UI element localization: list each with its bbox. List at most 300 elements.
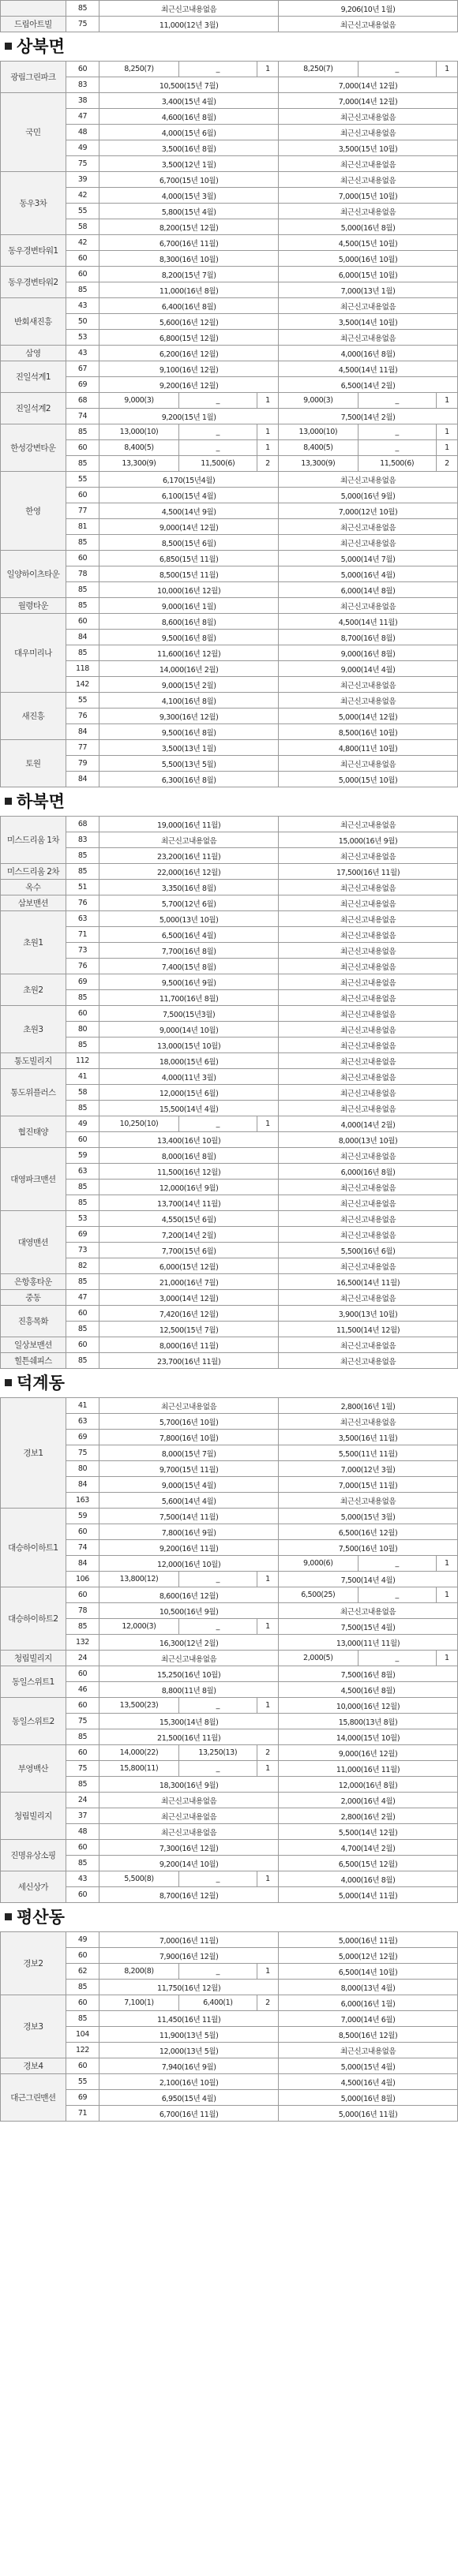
prev-value-cell: 5,700(16년 10월) <box>99 1414 279 1430</box>
area-cell: 62 <box>66 1964 99 1980</box>
curr-value-cell: 2,800(16년 2월) <box>279 1808 458 1824</box>
area-cell: 85 <box>66 598 99 614</box>
complex-name-cell: 대영맨션 <box>1 1211 66 1274</box>
complex-name-cell: 대영파크맨션 <box>1 1148 66 1211</box>
curr-value-cell: 4,500(14년 11월) <box>279 614 458 630</box>
area-cell: 85 <box>66 1322 99 1337</box>
area-cell: 85 <box>66 1038 99 1053</box>
table-row <box>1 1398 458 1414</box>
curr-value-cell: 3,500(15년 10월) <box>279 140 458 156</box>
table-row <box>1 974 458 990</box>
area-cell: 75 <box>66 1445 99 1461</box>
prev-value-cell: 3,500(16년 8월) <box>99 140 279 156</box>
prev-value-cell: 10,500(15년 7월) <box>99 77 279 93</box>
table-row <box>1 1793 458 1808</box>
prev-value-cell: 9,100(16년 12월) <box>99 361 279 377</box>
section-title-text: 덕계동 <box>17 1374 65 1393</box>
curr-value-cell: 최근신고내용없음 <box>279 1148 458 1164</box>
prev-value-cell: 23,700(16년 11월) <box>99 1353 279 1369</box>
area-cell: 77 <box>66 503 99 519</box>
prev-value-cell: 7,700(15년 6월) <box>99 1243 279 1258</box>
curr-value-cell: 최근신고내용없음 <box>279 1069 458 1085</box>
curr-value-cell: 9,000(14년 4월) <box>279 661 458 677</box>
curr-value-cell: 최근신고내용없음 <box>279 156 458 172</box>
prev-value-cell: 19,000(16년 11월) <box>99 817 279 832</box>
prev-value-cell: 10,000(16년 12월) <box>99 582 279 598</box>
table-row <box>1 140 458 156</box>
table-row <box>1 1682 458 1698</box>
area-cell: 60 <box>66 551 99 566</box>
curr-value-cell: 13,000(11년 11월) <box>279 1635 458 1651</box>
area-cell: 80 <box>66 1461 99 1477</box>
table-row <box>1 503 458 519</box>
area-cell: 84 <box>66 1477 99 1493</box>
table-row <box>1 1322 458 1337</box>
prev-value-cell: 11,500(16년 12월) <box>99 1164 279 1180</box>
complex-name-cell: 대승하이하트2 <box>1 1587 66 1651</box>
prev-value-cell: 8,000(15년 7월) <box>99 1445 279 1461</box>
complex-name-cell: 대우미리나 <box>1 614 66 693</box>
curr-value-cell: 5,000(15년 3월) <box>279 1509 458 1524</box>
complex-name-cell: 동일스위트2 <box>1 1698 66 1745</box>
prev-low-cell: _ <box>178 1116 257 1132</box>
area-cell: 71 <box>66 2106 99 2122</box>
prev-high-cell: 5,500(8) <box>99 1871 178 1887</box>
prev-high-cell: 12,000(3) <box>99 1619 178 1635</box>
price-table <box>0 1397 458 1903</box>
area-cell: 85 <box>66 864 99 880</box>
prev-low-cell: _ <box>178 1871 257 1887</box>
area-cell: 81 <box>66 519 99 535</box>
table-row <box>1 1856 458 1871</box>
prev-high-cell: 13,800(12) <box>99 1572 178 1587</box>
table-row <box>1 1306 458 1322</box>
curr-value-cell: 최근신고내용없음 <box>279 535 458 551</box>
prev-low-cell: _ <box>178 393 257 409</box>
complex-name-cell: 드림아트빌 <box>1 17 66 32</box>
curr-value-cell: 8,000(13년 10월) <box>279 1132 458 1148</box>
complex-name-cell: 옥수 <box>1 880 66 895</box>
prev-value-cell: 12,000(13년 5월) <box>99 2043 279 2058</box>
prev-value-cell: 9,000(15년 2월) <box>99 677 279 693</box>
table-row <box>1 298 458 314</box>
area-cell: 69 <box>66 2090 99 2106</box>
area-cell: 104 <box>66 2027 99 2043</box>
curr-value-cell: 최근신고내용없음 <box>279 1353 458 1369</box>
table-row <box>1 251 458 267</box>
area-cell: 60 <box>66 1840 99 1856</box>
area-cell: 60 <box>66 1337 99 1353</box>
curr-high-cell: 2,000(5) <box>279 1651 358 1666</box>
table-row <box>1 361 458 377</box>
prev-value-cell: 7,940(16년 9월) <box>99 2058 279 2074</box>
table-row <box>1 2011 458 2027</box>
area-cell: 79 <box>66 756 99 772</box>
curr-low-cell: _ <box>358 440 436 456</box>
prev-value-cell: 8,000(16년 11월) <box>99 1337 279 1353</box>
prev-value-cell: 8,000(16년 8월) <box>99 1148 279 1164</box>
area-cell: 78 <box>66 566 99 582</box>
table-row <box>1 551 458 566</box>
curr-count-cell: 1 <box>436 1587 457 1603</box>
curr-value-cell: 6,000(16년 8월) <box>279 1164 458 1180</box>
table-row <box>1 1871 458 1887</box>
prev-value-cell: 6,200(16년 12월) <box>99 346 279 361</box>
table-row <box>1 677 458 693</box>
prev-value-cell: 15,300(14년 8월) <box>99 1714 279 1729</box>
table-row <box>1 1430 458 1445</box>
area-cell: 63 <box>66 1164 99 1180</box>
prev-value-cell: 9,500(16년 9월) <box>99 974 279 990</box>
area-cell: 60 <box>66 1132 99 1148</box>
table-row <box>1 1761 458 1777</box>
curr-high-cell: 8,250(7) <box>279 62 358 77</box>
area-cell: 84 <box>66 630 99 645</box>
prev-value-cell: 9,300(16년 12월) <box>99 708 279 724</box>
table-row <box>1 1180 458 1195</box>
table-row <box>1 832 458 848</box>
curr-value-cell: 최근신고내용없음 <box>279 1603 458 1619</box>
table-row <box>1 598 458 614</box>
prev-value-cell: 9,500(16년 8월) <box>99 630 279 645</box>
area-cell: 63 <box>66 911 99 927</box>
table-row <box>1 1353 458 1369</box>
complex-name-cell: 진흥목화 <box>1 1306 66 1337</box>
prev-count-cell: 1 <box>257 393 278 409</box>
prev-value-cell: 21,000(16년 7월) <box>99 1274 279 1290</box>
complex-name-cell: 통도위플러스 <box>1 1069 66 1116</box>
complex-name-cell: 새진흥 <box>1 693 66 740</box>
prev-value-cell: 13,700(14년 11월) <box>99 1195 279 1211</box>
area-cell: 58 <box>66 219 99 235</box>
table-row <box>1 2043 458 2058</box>
table-row <box>1 172 458 188</box>
area-cell: 82 <box>66 1258 99 1274</box>
curr-value-cell: 최근신고내용없음 <box>279 911 458 927</box>
table-row <box>1 614 458 630</box>
area-cell: 85 <box>66 535 99 551</box>
table-row <box>1 346 458 361</box>
area-cell: 41 <box>66 1398 99 1414</box>
area-cell: 84 <box>66 1556 99 1572</box>
prev-high-cell: 8,250(7) <box>99 62 178 77</box>
prev-value-cell: 2,100(16년 10월) <box>99 2074 279 2090</box>
area-cell: 106 <box>66 1572 99 1587</box>
table-row <box>1 1274 458 1290</box>
table-row <box>1 1337 458 1353</box>
prev-value-cell: 15,500(14년 4월) <box>99 1101 279 1116</box>
area-cell: 83 <box>66 77 99 93</box>
curr-value-cell: 5,500(11년 11월) <box>279 1445 458 1461</box>
table-row <box>1 1509 458 1524</box>
area-cell: 42 <box>66 188 99 204</box>
area-cell: 24 <box>66 1793 99 1808</box>
complex-name-cell: 경보1 <box>1 1398 66 1509</box>
curr-value-cell: 최근신고내용없음 <box>279 974 458 990</box>
complex-name-cell: 한성강변타운 <box>1 424 66 472</box>
area-cell: 39 <box>66 172 99 188</box>
curr-value-cell: 최근신고내용없음 <box>279 693 458 708</box>
table-row <box>1 93 458 109</box>
area-cell: 60 <box>66 1948 99 1964</box>
prev-value-cell: 5,600(14년 4월) <box>99 1493 279 1509</box>
area-cell: 85 <box>66 1180 99 1195</box>
curr-value-cell: 5,000(14년 12월) <box>279 708 458 724</box>
complex-name-cell: 진일석계2 <box>1 393 66 424</box>
area-cell: 24 <box>66 1651 99 1666</box>
curr-value-cell: 5,000(16년 11월) <box>279 2106 458 2122</box>
curr-value-cell: 최근신고내용없음 <box>279 1227 458 1243</box>
curr-high-cell: 8,400(5) <box>279 440 358 456</box>
prev-value-cell: 9,000(15년 4월) <box>99 1477 279 1493</box>
table-row <box>1 409 458 424</box>
prev-value-cell: 6,170(15년4월) <box>99 472 279 488</box>
complex-name-cell: 초원1 <box>1 911 66 974</box>
table-row <box>1 1808 458 1824</box>
prev-value-cell: 7,800(16년 9월) <box>99 1524 279 1540</box>
table-row <box>1 1085 458 1101</box>
bullet-square-icon <box>5 798 12 805</box>
prev-value-cell: 7,400(15년 8월) <box>99 959 279 974</box>
area-cell: 84 <box>66 724 99 740</box>
curr-value-cell: 3,900(13년 10월) <box>279 1306 458 1322</box>
curr-value-cell: 7,000(12년 3월) <box>279 1461 458 1477</box>
area-cell: 67 <box>66 361 99 377</box>
curr-value-cell: 최근신고내용없음 <box>279 927 458 943</box>
table-row <box>1 990 458 1006</box>
curr-count-cell: 2 <box>436 456 457 472</box>
curr-high-cell: 9,000(6) <box>279 1556 358 1572</box>
prev-low-cell: 6,400(1) <box>178 1995 257 2011</box>
table-row <box>1 1777 458 1793</box>
area-cell: 85 <box>66 1101 99 1116</box>
table-row <box>1 1964 458 1980</box>
curr-value-cell: 5,000(14년 11월) <box>279 1887 458 1903</box>
area-cell: 60 <box>66 1698 99 1714</box>
curr-value-cell: 최근신고내용없음 <box>279 959 458 974</box>
table-row <box>1 1101 458 1116</box>
table-row <box>1 1651 458 1666</box>
area-cell: 85 <box>66 282 99 298</box>
complex-name-cell: 미스드리움 1차 <box>1 817 66 864</box>
section-title-text: 평산동 <box>17 1908 65 1927</box>
area-cell: 60 <box>66 1995 99 2011</box>
curr-count-cell: 1 <box>436 440 457 456</box>
table-row <box>1 282 458 298</box>
area-cell: 85 <box>66 1274 99 1290</box>
curr-value-cell: 7,000(14년 12월) <box>279 93 458 109</box>
prev-value-cell: 최근신고내용없음 <box>99 1398 279 1414</box>
prev-value-cell: 14,000(16년 2월) <box>99 661 279 677</box>
curr-value-cell: 7,500(15년 4월) <box>279 1619 458 1635</box>
complex-name-cell: 대승하이하트1 <box>1 1509 66 1587</box>
area-cell: 69 <box>66 1430 99 1445</box>
curr-value-cell: 최근신고내용없음 <box>279 990 458 1006</box>
prev-value-cell: 7,900(16년 12월) <box>99 1948 279 1964</box>
area-cell: 60 <box>66 1745 99 1761</box>
prev-value-cell: 4,600(16년 8월) <box>99 109 279 125</box>
table-row <box>1 1414 458 1430</box>
area-cell: 55 <box>66 204 99 219</box>
area-cell: 80 <box>66 1022 99 1038</box>
curr-low-cell: _ <box>358 424 436 440</box>
prev-value-cell: 8,700(16년 12월) <box>99 1887 279 1903</box>
curr-low-cell: 11,500(6) <box>358 456 436 472</box>
area-cell: 60 <box>66 614 99 630</box>
table-row <box>1 1116 458 1132</box>
curr-value-cell: 6,000(15년 10월) <box>279 267 458 282</box>
prev-value-cell: 12,500(15년 7월) <box>99 1322 279 1337</box>
prev-value-cell: 4,000(15년 3월) <box>99 188 279 204</box>
table-row <box>1 1006 458 1022</box>
prev-value-cell: 7,800(16년 10월) <box>99 1430 279 1445</box>
area-cell: 55 <box>66 472 99 488</box>
area-cell: 60 <box>66 1524 99 1540</box>
curr-value-cell: 16,500(14년 11월) <box>279 1274 458 1290</box>
area-cell: 53 <box>66 1211 99 1227</box>
prev-high-cell: 13,300(9) <box>99 456 178 472</box>
table-row <box>1 1038 458 1053</box>
complex-name-cell: 통도빌리지 <box>1 1053 66 1069</box>
table-row <box>1 109 458 125</box>
complex-name-cell: 부영백산 <box>1 1745 66 1793</box>
prev-count-cell: 1 <box>257 1619 278 1635</box>
prev-count-cell: 1 <box>257 1572 278 1587</box>
curr-value-cell: 5,000(16년 11월) <box>279 1932 458 1948</box>
table-row <box>1 1164 458 1180</box>
prev-value-cell: 12,000(16년 9월) <box>99 1180 279 1195</box>
prev-value-cell: 7,500(15년3월) <box>99 1006 279 1022</box>
table-row <box>1 708 458 724</box>
curr-value-cell: 7,000(15년 10월) <box>279 188 458 204</box>
prev-value-cell: 5,800(15년 4월) <box>99 204 279 219</box>
curr-value-cell: 6,500(16년 12월) <box>279 1524 458 1540</box>
table-row <box>1 1556 458 1572</box>
table-row <box>1 1227 458 1243</box>
curr-value-cell: 8,500(16년 10월) <box>279 724 458 740</box>
prev-value-cell: 7,000(16년 11월) <box>99 1932 279 1948</box>
curr-value-cell: 최근신고내용없음 <box>279 1290 458 1306</box>
curr-value-cell: 최근신고내용없음 <box>279 1101 458 1116</box>
prev-value-cell: 7,200(14년 2월) <box>99 1227 279 1243</box>
table-row <box>1 1148 458 1164</box>
curr-value-cell: 최근신고내용없음 <box>279 330 458 346</box>
complex-name-cell: 중동 <box>1 1290 66 1306</box>
table-row <box>1 911 458 927</box>
table-row <box>1 817 458 832</box>
prev-count-cell: 1 <box>257 424 278 440</box>
area-cell: 142 <box>66 677 99 693</box>
prev-value-cell: 9,700(15년 11월) <box>99 1461 279 1477</box>
area-cell: 47 <box>66 109 99 125</box>
prev-count-cell: 1 <box>257 62 278 77</box>
curr-value-cell: 최근신고내용없음 <box>279 1211 458 1227</box>
prev-value-cell: 최근신고내용없음 <box>99 1808 279 1824</box>
table-row <box>1 1980 458 1995</box>
curr-value-cell: 9,206(10년 1월) <box>279 1 458 17</box>
curr-value-cell: 최근신고내용없음 <box>279 1414 458 1430</box>
table-row <box>1 1619 458 1635</box>
area-cell: 85 <box>66 1619 99 1635</box>
table-row <box>1 235 458 251</box>
curr-value-cell: 7,000(13년 1월) <box>279 282 458 298</box>
curr-value-cell: 최근신고내용없음 <box>279 1337 458 1353</box>
table-row <box>1 156 458 172</box>
area-cell: 50 <box>66 314 99 330</box>
table-row <box>1 630 458 645</box>
curr-value-cell: 7,500(16년 8월) <box>279 1666 458 1682</box>
table-row <box>1 1572 458 1587</box>
complex-name-cell: 은항홍타운 <box>1 1274 66 1290</box>
table-row <box>1 724 458 740</box>
prev-value-cell: 최근신고내용없음 <box>99 1 279 17</box>
complex-name-cell: 월령타운 <box>1 598 66 614</box>
curr-value-cell: 4,500(15년 10월) <box>279 235 458 251</box>
area-cell: 73 <box>66 943 99 959</box>
curr-value-cell: 최근신고내용없음 <box>279 519 458 535</box>
area-cell: 55 <box>66 693 99 708</box>
prev-value-cell: 8,500(15년 6월) <box>99 535 279 551</box>
curr-value-cell: 최근신고내용없음 <box>279 1038 458 1053</box>
table-row <box>1 1587 458 1603</box>
section-title-text: 하북면 <box>17 792 65 811</box>
complex-name-cell: 일상보맨션 <box>1 1337 66 1353</box>
area-cell: 75 <box>66 1714 99 1729</box>
curr-value-cell: 최근신고내용없음 <box>279 1195 458 1211</box>
price-table <box>0 1931 458 2122</box>
curr-low-cell: _ <box>358 393 436 409</box>
area-cell: 60 <box>66 1306 99 1322</box>
table-row <box>1 440 458 456</box>
prev-value-cell: 6,100(15년 4월) <box>99 488 279 503</box>
prev-count-cell: 1 <box>257 440 278 456</box>
area-cell: 69 <box>66 1227 99 1243</box>
prev-value-cell: 4,500(14년 9월) <box>99 503 279 519</box>
curr-value-cell: 최근신고내용없음 <box>279 17 458 32</box>
curr-value-cell: 3,500(14년 10월) <box>279 314 458 330</box>
curr-value-cell: 2,800(16년 1월) <box>279 1398 458 1414</box>
curr-value-cell: 8,000(13년 4월) <box>279 1980 458 1995</box>
curr-value-cell: 최근신고내용없음 <box>279 817 458 832</box>
prev-value-cell: 12,000(15년 6월) <box>99 1085 279 1101</box>
area-cell: 77 <box>66 740 99 756</box>
prev-high-cell: 10,250(10) <box>99 1116 178 1132</box>
table-row <box>1 1995 458 2011</box>
table-row <box>1 2090 458 2106</box>
curr-value-cell: 10,000(16년 12월) <box>279 1698 458 1714</box>
curr-value-cell: 4,700(14년 2월) <box>279 1840 458 1856</box>
prev-value-cell: 8,200(15년 12월) <box>99 219 279 235</box>
table-row <box>1 1524 458 1540</box>
table-row <box>1 880 458 895</box>
prev-value-cell: 18,300(16년 9월) <box>99 1777 279 1793</box>
prev-value-cell: 5,500(13년 5월) <box>99 756 279 772</box>
prev-value-cell: 4,100(16년 8월) <box>99 693 279 708</box>
curr-value-cell: 5,500(14년 12월) <box>279 1824 458 1840</box>
area-cell: 118 <box>66 661 99 677</box>
curr-value-cell: 9,000(16년 8월) <box>279 645 458 661</box>
complex-name-cell: 초원2 <box>1 974 66 1006</box>
section-title <box>0 787 458 816</box>
prev-value-cell: 7,500(14년 11월) <box>99 1509 279 1524</box>
complex-name-cell: 동우경변타워2 <box>1 267 66 298</box>
curr-value-cell: 6,500(14년 2월) <box>279 377 458 393</box>
table-row <box>1 582 458 598</box>
prev-value-cell: 5,700(12년 6월) <box>99 895 279 911</box>
table-row <box>1 1461 458 1477</box>
prev-count-cell: 2 <box>257 456 278 472</box>
table-row <box>1 772 458 787</box>
